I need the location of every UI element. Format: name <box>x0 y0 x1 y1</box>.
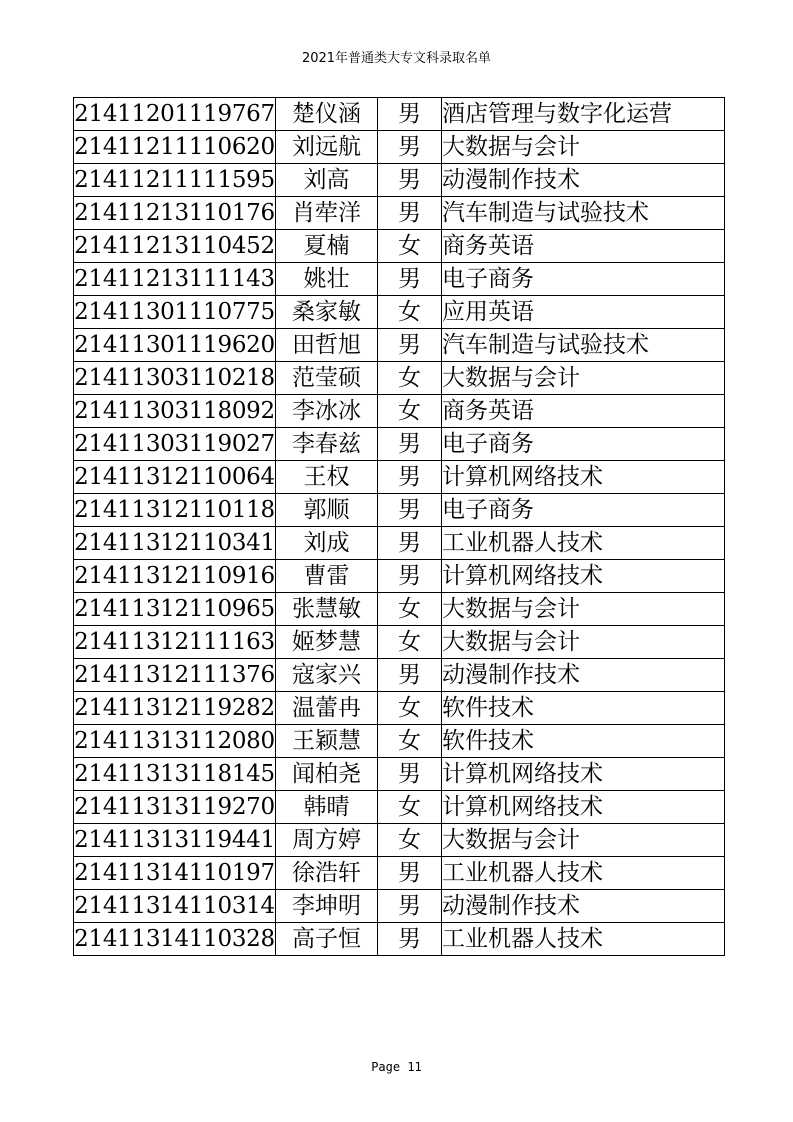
major-cell: 动漫制作技术 <box>442 659 725 692</box>
student-name-cell: 田哲旭 <box>276 329 378 362</box>
student-name-cell: 刘高 <box>276 164 378 197</box>
gender-cell: 女 <box>378 824 442 857</box>
table-row <box>74 791 725 824</box>
candidate-id-cell: 21411312110064 <box>74 461 276 494</box>
table-row <box>74 230 725 263</box>
candidate-id-cell: 21411213111143 <box>74 263 276 296</box>
table-row <box>74 164 725 197</box>
student-name-cell: 高子恒 <box>276 923 378 956</box>
major-cell: 计算机网络技术 <box>442 461 725 494</box>
major-cell: 动漫制作技术 <box>442 164 725 197</box>
gender-cell: 男 <box>378 758 442 791</box>
major-cell: 计算机网络技术 <box>442 560 725 593</box>
major-cell: 商务英语 <box>442 395 725 428</box>
major-cell: 酒店管理与数字化运营 <box>442 98 725 131</box>
table-row <box>74 461 725 494</box>
table-row <box>74 131 725 164</box>
candidate-id-cell: 21411312110118 <box>74 494 276 527</box>
major-cell: 大数据与会计 <box>442 626 725 659</box>
gender-cell: 男 <box>378 560 442 593</box>
student-name-cell: 姚壮 <box>276 263 378 296</box>
gender-cell: 女 <box>378 395 442 428</box>
gender-cell: 男 <box>378 923 442 956</box>
major-cell: 动漫制作技术 <box>442 890 725 923</box>
major-cell: 工业机器人技术 <box>442 923 725 956</box>
candidate-id-cell: 21411313119441 <box>74 824 276 857</box>
table-row <box>74 428 725 461</box>
student-name-cell: 李冰冰 <box>276 395 378 428</box>
student-name-cell: 李坤明 <box>276 890 378 923</box>
gender-cell: 女 <box>378 296 442 329</box>
major-cell: 商务英语 <box>442 230 725 263</box>
gender-cell: 男 <box>378 263 442 296</box>
gender-cell: 男 <box>378 197 442 230</box>
candidate-id-cell: 21411314110328 <box>74 923 276 956</box>
major-cell: 电子商务 <box>442 494 725 527</box>
admission-table <box>73 97 725 956</box>
student-name-cell: 刘成 <box>276 527 378 560</box>
student-name-cell: 楚仪涵 <box>276 98 378 131</box>
candidate-id-cell: 21411213110452 <box>74 230 276 263</box>
table-row <box>74 923 725 956</box>
table-row <box>74 626 725 659</box>
major-cell: 大数据与会计 <box>442 131 725 164</box>
major-cell: 工业机器人技术 <box>442 857 725 890</box>
major-cell: 电子商务 <box>442 428 725 461</box>
student-name-cell: 桑家敏 <box>276 296 378 329</box>
candidate-id-cell: 21411303119027 <box>74 428 276 461</box>
table-row <box>74 560 725 593</box>
gender-cell: 男 <box>378 527 442 560</box>
major-cell: 汽车制造与试验技术 <box>442 329 725 362</box>
major-cell: 大数据与会计 <box>442 824 725 857</box>
gender-cell: 男 <box>378 890 442 923</box>
gender-cell: 男 <box>378 329 442 362</box>
student-name-cell: 肖荦洋 <box>276 197 378 230</box>
table-row <box>74 263 725 296</box>
table-row <box>74 329 725 362</box>
page-title: 2021年普通类大专文科录取名单 <box>301 51 492 66</box>
student-name-cell: 范莹硕 <box>276 362 378 395</box>
table-row <box>74 197 725 230</box>
candidate-id-cell: 21411313119270 <box>74 791 276 824</box>
candidate-id-cell: 21411303118092 <box>74 395 276 428</box>
student-name-cell: 寇家兴 <box>276 659 378 692</box>
student-name-cell: 曹雷 <box>276 560 378 593</box>
gender-cell: 男 <box>378 428 442 461</box>
student-name-cell: 李春兹 <box>276 428 378 461</box>
gender-cell: 男 <box>378 98 442 131</box>
candidate-id-cell: 21411312110341 <box>74 527 276 560</box>
major-cell: 大数据与会计 <box>442 362 725 395</box>
gender-cell: 男 <box>378 494 442 527</box>
major-cell: 电子商务 <box>442 263 725 296</box>
student-name-cell: 闻柏尧 <box>276 758 378 791</box>
table-row <box>74 527 725 560</box>
table-row <box>74 494 725 527</box>
candidate-id-cell: 21411312111163 <box>74 626 276 659</box>
candidate-id-cell: 21411201119767 <box>74 98 276 131</box>
gender-cell: 女 <box>378 725 442 758</box>
candidate-id-cell: 21411312110916 <box>74 560 276 593</box>
candidate-id-cell: 21411314110314 <box>74 890 276 923</box>
student-name-cell: 姬梦慧 <box>276 626 378 659</box>
major-cell: 工业机器人技术 <box>442 527 725 560</box>
table-row <box>74 395 725 428</box>
candidate-id-cell: 21411312111376 <box>74 659 276 692</box>
candidate-id-cell: 21411211110620 <box>74 131 276 164</box>
candidate-id-cell: 21411213110176 <box>74 197 276 230</box>
gender-cell: 女 <box>378 362 442 395</box>
student-name-cell: 温蕾冉 <box>276 692 378 725</box>
candidate-id-cell: 21411313112080 <box>74 725 276 758</box>
gender-cell: 男 <box>378 461 442 494</box>
student-name-cell: 刘远航 <box>276 131 378 164</box>
major-cell: 计算机网络技术 <box>442 791 725 824</box>
major-cell: 应用英语 <box>442 296 725 329</box>
candidate-id-cell: 21411313118145 <box>74 758 276 791</box>
table-row <box>74 362 725 395</box>
table-row <box>74 296 725 329</box>
table-row <box>74 824 725 857</box>
major-cell: 计算机网络技术 <box>442 758 725 791</box>
candidate-id-cell: 21411211111595 <box>74 164 276 197</box>
candidate-id-cell: 21411314110197 <box>74 857 276 890</box>
admission-table-body <box>74 98 725 956</box>
gender-cell: 男 <box>378 857 442 890</box>
major-cell: 软件技术 <box>442 692 725 725</box>
major-cell: 汽车制造与试验技术 <box>442 197 725 230</box>
gender-cell: 男 <box>378 659 442 692</box>
student-name-cell: 徐浩轩 <box>276 857 378 890</box>
table-row <box>74 659 725 692</box>
candidate-id-cell: 21411312119282 <box>74 692 276 725</box>
gender-cell: 女 <box>378 593 442 626</box>
page-number: Page 11 <box>371 1060 422 1074</box>
gender-cell: 女 <box>378 230 442 263</box>
gender-cell: 女 <box>378 626 442 659</box>
table-row <box>74 593 725 626</box>
candidate-id-cell: 21411312110965 <box>74 593 276 626</box>
major-cell: 软件技术 <box>442 725 725 758</box>
candidate-id-cell: 21411301110775 <box>74 296 276 329</box>
student-name-cell: 夏楠 <box>276 230 378 263</box>
table-row <box>74 758 725 791</box>
gender-cell: 女 <box>378 692 442 725</box>
table-row <box>74 725 725 758</box>
student-name-cell: 郭顺 <box>276 494 378 527</box>
table-row <box>74 692 725 725</box>
student-name-cell: 张慧敏 <box>276 593 378 626</box>
student-name-cell: 韩晴 <box>276 791 378 824</box>
student-name-cell: 王权 <box>276 461 378 494</box>
table-row <box>74 890 725 923</box>
student-name-cell: 周方婷 <box>276 824 378 857</box>
candidate-id-cell: 21411303110218 <box>74 362 276 395</box>
candidate-id-cell: 21411301119620 <box>74 329 276 362</box>
gender-cell: 男 <box>378 164 442 197</box>
gender-cell: 男 <box>378 131 442 164</box>
table-row <box>74 857 725 890</box>
gender-cell: 女 <box>378 791 442 824</box>
table-row <box>74 98 725 131</box>
student-name-cell: 王颖慧 <box>276 725 378 758</box>
major-cell: 大数据与会计 <box>442 593 725 626</box>
